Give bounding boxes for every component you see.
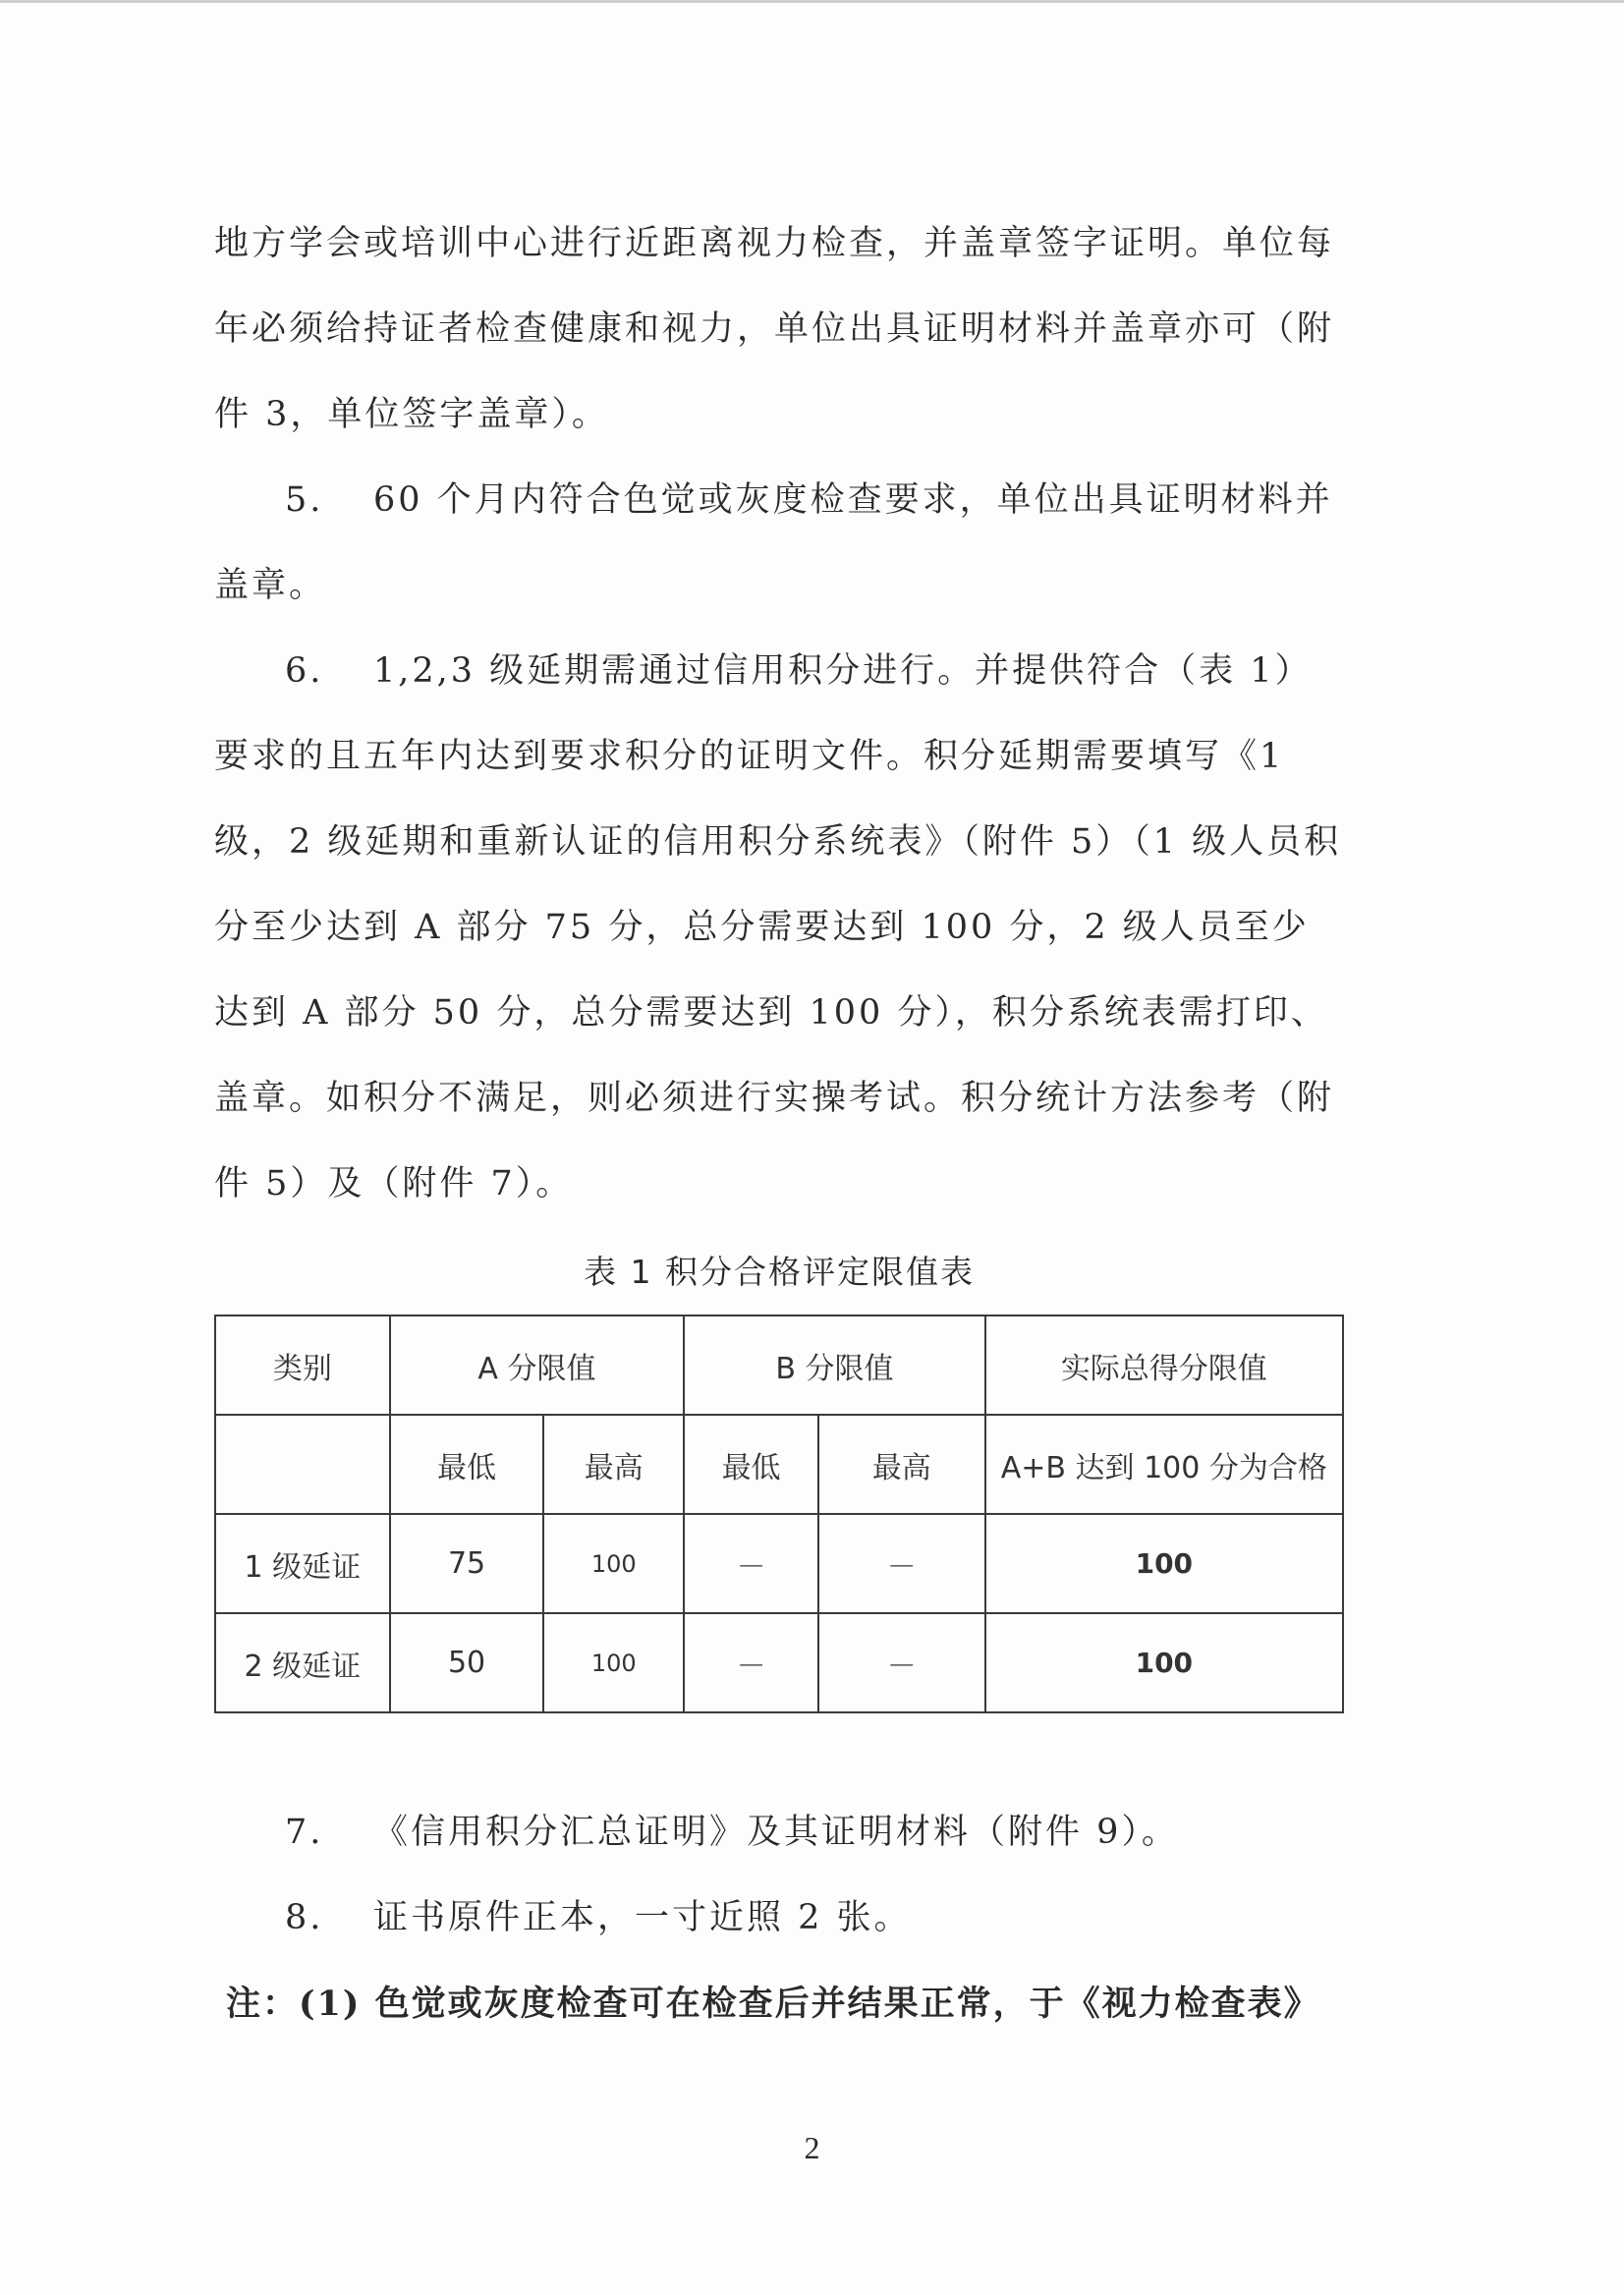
row-total: 100 <box>985 1613 1343 1712</box>
document-page <box>214 201 1344 2046</box>
item-text: 60 个月内符合色觉或灰度检查要求，单位出具证明材料并盖章。 <box>214 480 1333 605</box>
header-b-limit: B 分限值 <box>684 1315 984 1415</box>
subheader-b-max: 最高 <box>818 1415 985 1514</box>
item-number: 5. <box>285 480 324 520</box>
subheader-a-min: 最低 <box>390 1415 544 1514</box>
item-text: 证书原件正本，一寸近照 2 张。 <box>373 1898 912 1937</box>
table-row <box>215 1613 1343 1712</box>
note-text: 注：(1) 色觉或灰度检查可在检查后并结果正常，于《视力检查表》 <box>226 1984 1320 2024</box>
row-a-min: 50 <box>390 1613 544 1712</box>
list-item-5 <box>214 458 1344 629</box>
table-header-row <box>215 1315 1343 1415</box>
row-a-min: 75 <box>390 1514 544 1613</box>
row-b-min: － <box>684 1613 818 1712</box>
item-text: 1,2,3 级延期需通过信用积分进行。并提供符合（表 1）要求的且五年内达到要求积分的证明文件。积分延期需要填写《1 级，2 级延期和重新认证的信用积分系统表》（附件 5）（1 级人员积分至少达到 A 部分 75 分，总分需要达到 100 分，2 级人员至少达到 A 部分 50 分，总分需要达到 100 分），积分系统表需打印、盖章。如积分不满足，则必须进行实操考试。积分统计方法参考（附件 5）及（附件 7）。 <box>214 651 1342 1203</box>
subheader-b-min: 最低 <box>684 1415 818 1514</box>
page-number: 2 <box>804 2130 820 2165</box>
subheader-total-rule: A+B 达到 100 分为合格 <box>985 1415 1343 1514</box>
row-a-max: 100 <box>543 1613 684 1712</box>
row-category: 1 级延证 <box>215 1514 390 1613</box>
row-b-max: － <box>818 1514 985 1613</box>
header-total-limit: 实际总得分限值 <box>985 1315 1343 1415</box>
scan-top-edge <box>0 0 1624 3</box>
table-row <box>215 1514 1343 1613</box>
item-number: 6. <box>285 651 324 691</box>
subheader-a-max: 最高 <box>543 1415 684 1514</box>
subheader-empty <box>215 1415 390 1514</box>
list-item-7 <box>214 1790 1344 1875</box>
header-category: 类别 <box>215 1315 390 1415</box>
list-item-6 <box>214 629 1344 1227</box>
row-b-min: － <box>684 1514 818 1613</box>
score-limit-table <box>214 1315 1344 1713</box>
row-b-max: － <box>818 1613 985 1712</box>
item-text: 《信用积分汇总证明》及其证明材料（附件 9）。 <box>373 1813 1179 1852</box>
table-subheader-row <box>215 1415 1343 1514</box>
item-number: 7. <box>285 1813 324 1852</box>
row-a-max: 100 <box>543 1514 684 1613</box>
row-total: 100 <box>985 1514 1343 1613</box>
table-caption: 表 1 积分合格评定限值表 <box>584 1253 975 1291</box>
paragraph-continued: 地方学会或培训中心进行近距离视力检查，并盖章签字证明。单位每年必须给持证者检查健康和视力，单位出具证明材料并盖章亦可（附件 3，单位签字盖章）。 <box>214 224 1335 434</box>
item-number: 8. <box>285 1898 324 1937</box>
items-after-table <box>214 1790 1344 2046</box>
row-category: 2 级延证 <box>215 1613 390 1712</box>
list-item-8 <box>214 1875 1344 1961</box>
header-a-limit: A 分限值 <box>390 1315 685 1415</box>
